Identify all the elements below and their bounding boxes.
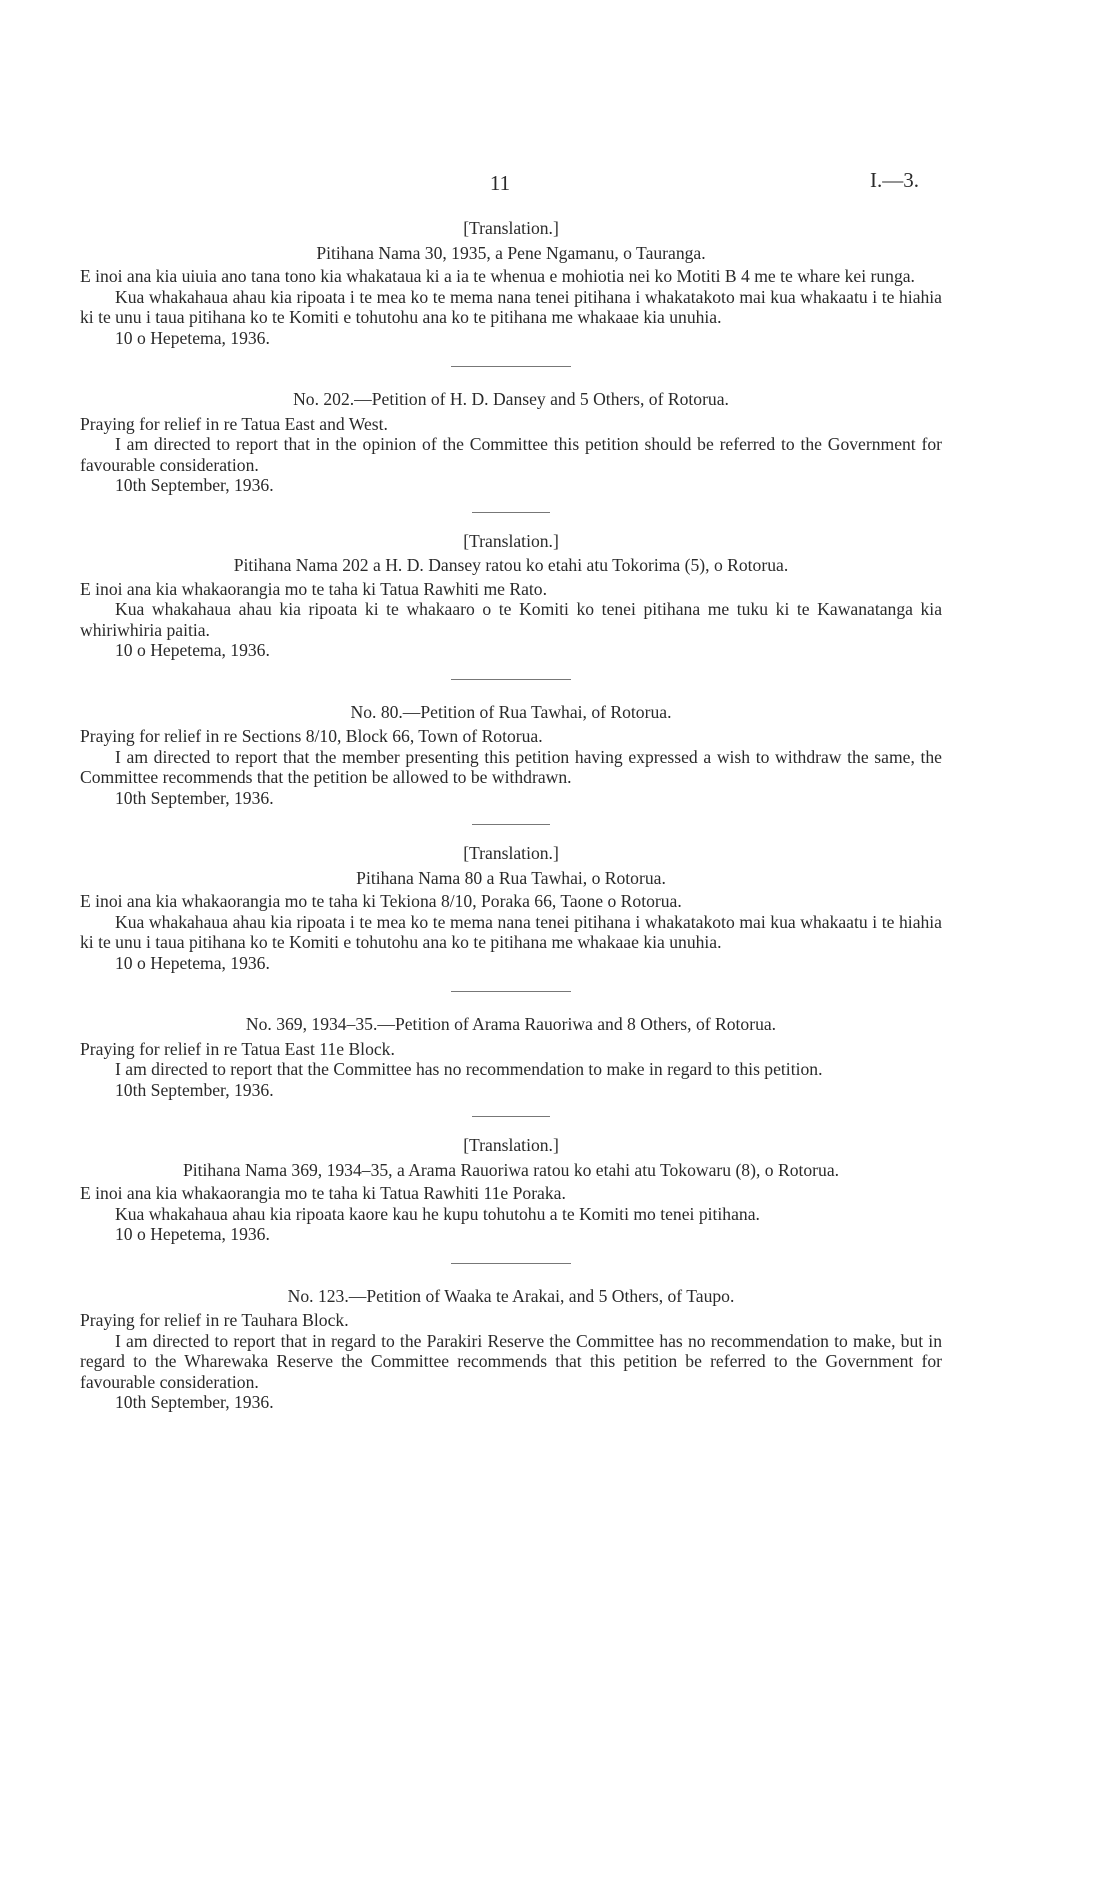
section-date: 10 o Hepetema, 1936. (115, 1224, 270, 1244)
petition-report: I am directed to report that the member presenting this petition having expressed a wish to withdraw the same, the Committee recommends that the petition be allowed to be withdrawn. (80, 746, 942, 787)
petition-title: No. 202.—Petition of H. D. Dansey and 5 Others, of Rotorua. (293, 389, 729, 409)
petition-title: No. 369, 1934–35.—Petition of Arama Rauoriwa and 8 Others, of Rotorua. (245, 1014, 777, 1034)
divider (472, 1116, 550, 1117)
section-body-2: Kua whakahaua ahau kia ripoata i te mea ko te mema nana tenei pitihana i whakatakoto mai kua whakaatu i te hiahia ki te unu i taua pitihana ko te Komiti e tohutohu ana ko te pitihana me whakaae kia unuhia. (80, 911, 942, 952)
divider (451, 679, 571, 680)
section-body: E inoi ana kia whakaorangia mo te taha ki Tatua Rawhiti me Rato. (80, 578, 547, 599)
translation-label: [Translation.] (463, 218, 559, 238)
petition-title: No. 123.—Petition of Waaka te Arakai, and 5 Others, of Taupo. (287, 1285, 735, 1306)
section-body: E inoi ana kia whakaorangia mo te taha ki Tekiona 8/10, Poraka 66, Taone o Rotorua. (80, 891, 682, 911)
section-title: Pitihana Nama 30, 1935, a Pene Ngamanu, o Tauranga. (316, 242, 706, 263)
translation-label: [Translation.] (463, 843, 559, 863)
section-date: 10 o Hepetema, 1936. (115, 327, 270, 348)
divider (472, 512, 550, 513)
section-body: E inoi ana kia whakaorangia mo te taha ki Tatua Rawhiti 11e Poraka. (80, 1183, 566, 1203)
petition-date: 10th September, 1936. (115, 1392, 274, 1412)
petition-prayer: Praying for relief in re Tauhara Block. (80, 1310, 349, 1330)
divider (451, 991, 571, 992)
section-body-2: Kua whakahaua ahau kia ripoata ki te whakaaro o te Komiti ko tenei pitihana me tuku ki te Kawanatanga kia whiriwhiria paitia. (80, 599, 942, 640)
translation-label: [Translation.] (463, 530, 559, 551)
petition-date: 10th September, 1936. (115, 787, 274, 808)
section-translation-30 (80, 218, 942, 348)
section-title: Pitihana Nama 369, 1934–35, a Arama Rauoriwa ratou ko etahi atu Tokowaru (8), o Rotorua. (182, 1159, 840, 1180)
petition-date: 10th September, 1936. (115, 475, 274, 495)
divider (451, 1263, 571, 1264)
petition-date: 10th September, 1936. (115, 1079, 274, 1100)
page-number: 11 (489, 171, 511, 195)
page-content (80, 218, 942, 1413)
divider (472, 824, 550, 825)
petition-report: I am directed to report that the Committee has no recommendation to make in regard to this petition. (115, 1059, 823, 1079)
petition-report: I am directed to report that in regard to the Parakiri Reserve the Committee has no recommendation to make, but in regard to the Wharewaka Reserve the Committee recommends that this petition be referred to the Government for favourable consideration. (80, 1330, 942, 1392)
petition-prayer: Praying for relief in re Sections 8/10, Block 66, Town of Rotorua. (80, 726, 543, 746)
translation-label: [Translation.] (463, 1135, 559, 1155)
section-petition-80 (80, 702, 942, 809)
section-body-2: Kua whakahaua ahau kia ripoata i te mea ko te mema nana tenei pitihana i whakatakoto mai kua whakaatu i te hiahia ki te unu i taua pitihana ko te Komiti e tohutohu ana ko te pitihana me whakaae kia unuhia. (80, 286, 942, 327)
divider (451, 366, 571, 367)
section-date: 10 o Hepetema, 1936. (115, 952, 270, 973)
section-date: 10 o Hepetema, 1936. (115, 640, 270, 660)
section-petition-123 (80, 1286, 942, 1413)
petition-report: I am directed to report that in the opinion of the Committee this petition should be referred to the Government for favourable consideration. (80, 434, 942, 475)
section-translation-369 (80, 1135, 942, 1245)
section-body: E inoi ana kia uiuia ano tana tono kia whakataua ki a ia te whenua e mohiotia nei ko Motiti B 4 me te whare kei runga. (80, 266, 915, 286)
paper-id: I.—3. (870, 168, 919, 192)
section-title: Pitihana Nama 202 a H. D. Dansey ratou ko etahi atu Tokorima (5), o Rotorua. (233, 555, 789, 575)
petition-title: No. 80.—Petition of Rua Tawhai, of Rotorua. (350, 701, 672, 722)
section-translation-80 (80, 843, 942, 973)
section-petition-369 (80, 1014, 942, 1100)
petition-prayer: Praying for relief in re Tatua East 11e Block. (80, 1038, 395, 1059)
section-title: Pitihana Nama 80 a Rua Tawhai, o Rotorua. (356, 867, 666, 888)
section-translation-202 (80, 531, 942, 661)
section-petition-202 (80, 389, 942, 496)
petition-prayer: Praying for relief in re Tatua East and West. (80, 413, 388, 434)
section-body-2: Kua whakahaua ahau kia ripoata kaore kau he kupu tohutohu a te Komiti mo tenei pitihana. (115, 1203, 760, 1224)
